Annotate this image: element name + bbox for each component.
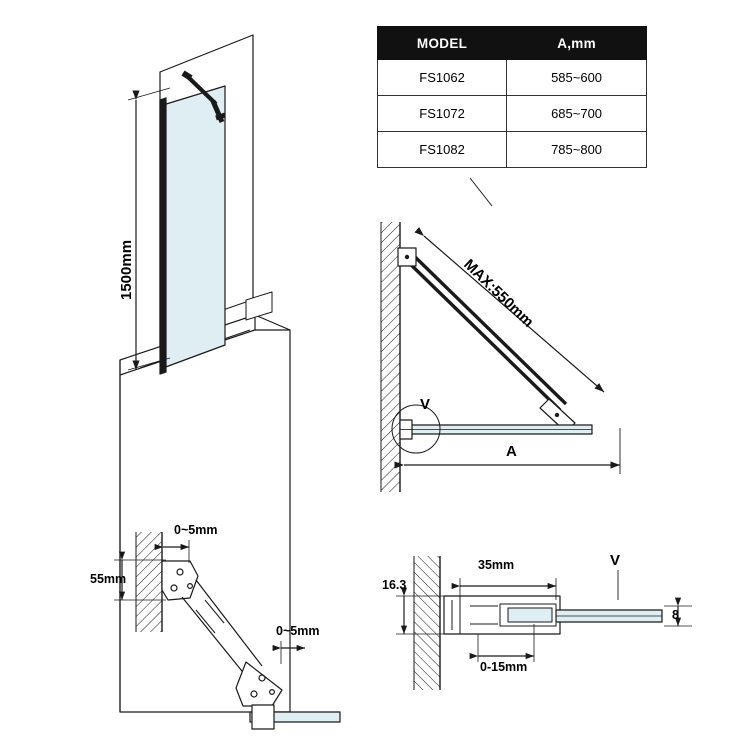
label-gap-bottom: 0~5mm (276, 624, 320, 638)
column-header-model: MODEL (378, 27, 507, 60)
label-max-length: MAX:550mm (460, 256, 537, 331)
label-hinge-height: 55mm (90, 572, 127, 586)
cell-model: FS1072 (378, 96, 507, 132)
label-profile-adjust: 0-15mm (480, 660, 528, 674)
cell-a: 585~600 (507, 60, 647, 96)
cell-model: FS1082 (378, 132, 507, 168)
cell-a: 685~700 (507, 96, 647, 132)
label-glass-thickness: 8 (672, 608, 679, 622)
cell-model: FS1062 (378, 60, 507, 96)
label-profile-width: 35mm (478, 558, 515, 572)
label-gap-top: 0~5mm (174, 523, 218, 537)
label-dimension-a: A (506, 443, 517, 460)
label-screen-height: 1500mm (118, 239, 135, 300)
view-top-bar (381, 222, 620, 492)
view-profile-section (396, 556, 692, 690)
label-detail-marker-v-top: V (420, 396, 431, 413)
cell-a: 785~800 (507, 132, 647, 168)
column-header-a: A,mm (507, 27, 647, 60)
label-profile-thickness: 16.3 (382, 578, 407, 592)
label-detail-marker-v-profile: V (610, 552, 621, 569)
